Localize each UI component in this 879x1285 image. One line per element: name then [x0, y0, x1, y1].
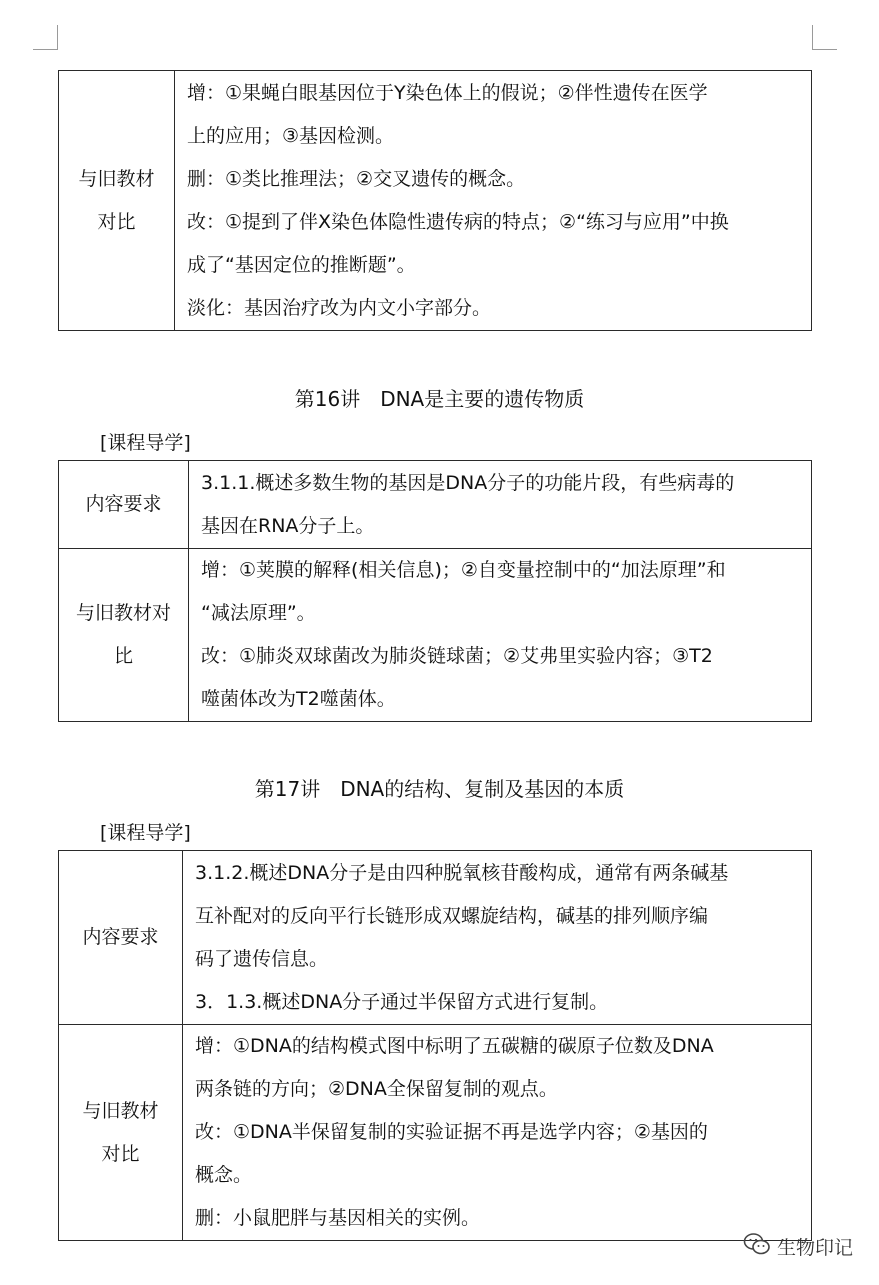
table-row [59, 851, 812, 1025]
content-line: 淡化：基因治疗改为内文小字部分。 [187, 296, 492, 319]
section-title: 第17讲 DNA的结构、复制及基因的本质 [254, 777, 625, 801]
course-guide-table [58, 850, 812, 1241]
table-row [59, 549, 812, 722]
content-line: 3.1.2.概述DNA分子是由四种脱氧核苷酸构成，通常有两条碱基 [195, 861, 729, 884]
content-line: 基因在RNA分子上。 [201, 514, 375, 537]
row-content [189, 549, 812, 722]
watermark [743, 1232, 853, 1261]
row-label [59, 461, 189, 549]
course-guide-table [58, 460, 812, 722]
content-line: 3.1.1.概述多数生物的基因是DNA分子的功能片段，有些病毒的 [201, 471, 735, 494]
content-line: 噬菌体改为T2噬菌体。 [201, 688, 396, 710]
row-label [59, 549, 189, 722]
content-line: 增：①DNA的结构模式图中标明了五碳糖的碳原子位数及DNA [195, 1035, 714, 1057]
section-subheading: [课程导学] [100, 822, 191, 844]
row-label [59, 71, 175, 331]
content-line: 增：①荚膜的解释(相关信息)；②自变量控制中的“加法原理”和 [201, 559, 726, 581]
section-title: 第16讲 DNA是主要的遗传物质 [294, 387, 585, 411]
row-label-line: 内容要求 [85, 493, 162, 515]
crop-mark-top-right [812, 25, 837, 50]
content-line: 删：小鼠肥胖与基因相关的实例。 [195, 1207, 481, 1229]
section-subheading: [课程导学] [100, 432, 191, 454]
row-label-line: 与旧教材 [82, 1099, 159, 1122]
content-line: 概念。 [195, 1164, 253, 1186]
comparison-table-prev [58, 70, 812, 331]
wechat-icon [743, 1232, 771, 1261]
content-line: 改：①DNA半保留复制的实验证据不再是选学内容；②基因的 [195, 1121, 708, 1143]
content-line: 码了遗传信息。 [195, 947, 329, 970]
content-line: 增：①果蝇白眼基因位于Y染色体上的假说；②伴性遗传在医学 [187, 81, 708, 104]
row-label-line: 对比 [97, 210, 136, 233]
row-label-line: 对比 [101, 1142, 140, 1165]
row-label [59, 851, 183, 1025]
row-label-line: 与旧教材 [78, 167, 155, 190]
row-label-line: 内容要求 [82, 926, 159, 948]
row-content [189, 461, 812, 549]
content-line: 上的应用；③基因检测。 [187, 124, 395, 147]
table-row [59, 1025, 812, 1241]
content-line: “减法原理”。 [201, 602, 316, 624]
content-line: 互补配对的反向平行长链形成双螺旋结构，碱基的排列顺序编 [195, 904, 709, 927]
content-line: 删：①类比推理法；②交叉遗传的概念。 [187, 167, 526, 190]
content-line: 改：①提到了伴X染色体隐性遗传病的特点；②“练习与应用”中换 [187, 210, 729, 233]
row-content [175, 71, 812, 331]
table-row [59, 461, 812, 549]
content-line: 成了“基因定位的推断题”。 [187, 253, 416, 276]
row-label [59, 1025, 183, 1241]
row-label-line: 与旧教材对 [75, 602, 171, 624]
row-content [183, 851, 812, 1025]
crop-mark-top-left [33, 25, 58, 50]
content-line: 3．1.3.概述DNA分子通过半保留方式进行复制。 [195, 990, 609, 1013]
row-label-line: 比 [113, 645, 133, 667]
watermark-text: 生物印记 [776, 1237, 853, 1259]
table-row [59, 71, 812, 331]
content-line: 改：①肺炎双球菌改为肺炎链球菌；②艾弗里实验内容；③T2 [201, 645, 713, 667]
row-content [183, 1025, 812, 1241]
content-line: 两条链的方向；②DNA全保留复制的观点。 [195, 1078, 558, 1100]
